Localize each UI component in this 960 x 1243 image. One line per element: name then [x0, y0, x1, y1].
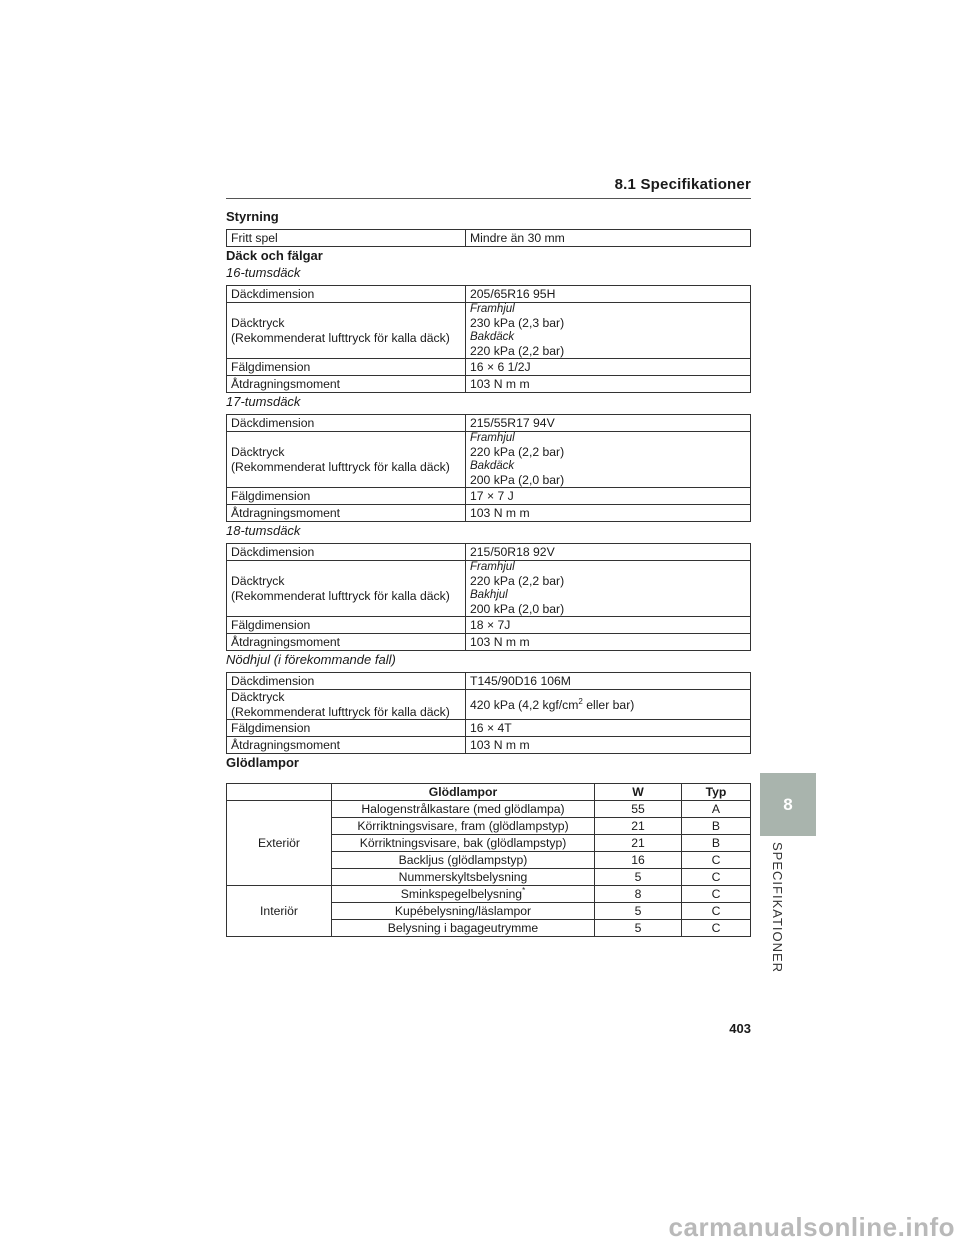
pressure-label-line1: Däcktryck	[231, 445, 285, 459]
table-row	[227, 303, 751, 359]
table-row	[227, 561, 751, 617]
rim-size-value: 16 × 6 1/2J	[466, 359, 751, 376]
bulbs-heading: Glödlampor	[226, 755, 299, 770]
bulb-watt: 55	[595, 801, 682, 818]
torque-value: 103 N m m	[466, 737, 751, 754]
front-pressure-value: 230 kPa (2,3 bar)	[470, 316, 565, 330]
torque-value: 103 N m m	[466, 505, 751, 522]
table-row	[227, 737, 751, 754]
header-rule	[226, 198, 751, 199]
spare-table	[226, 672, 751, 754]
tire-size-value: 215/50R18 92V	[466, 544, 751, 561]
table-row	[227, 634, 751, 651]
rim-size-label: Fälgdimension	[227, 720, 466, 737]
tire-size-value: T145/90D16 106M	[466, 673, 751, 690]
page-number: 403	[729, 1021, 751, 1036]
pressure-label-line1: Däcktryck	[231, 574, 285, 588]
bulb-type: B	[682, 835, 751, 852]
pressure-label-line2: (Rekommenderat lufttryck för kalla däck)	[231, 704, 450, 719]
rim-size-value: 18 × 7J	[466, 617, 751, 634]
tire-pressure-label	[227, 432, 466, 488]
tire-size-label: Däckdimension	[227, 286, 466, 303]
bulb-name: Körriktningsvisare, fram (glödlampstyp)	[332, 818, 595, 835]
table-row	[227, 673, 751, 690]
tire-pressure-value	[466, 690, 751, 720]
bulb-name: Nummerskyltsbelysning	[332, 869, 595, 886]
rear-wheel-label: Bakdäck	[470, 330, 515, 343]
table-row	[227, 286, 751, 303]
steering-free-play-label: Fritt spel	[227, 230, 466, 247]
tire-size-label: Däckdimension	[227, 415, 466, 432]
pressure-label-line2: (Rekommenderat lufttryck för kalla däck)	[231, 459, 450, 474]
table-row	[227, 617, 751, 634]
spare-heading: Nödhjul (i förekommande fall)	[226, 652, 396, 667]
bulb-name: Belysning i bagageutrymme	[332, 920, 595, 937]
rear-wheel-label: Bakhjul	[470, 588, 508, 601]
footnote-marker: *	[522, 885, 526, 895]
table-row	[227, 432, 751, 488]
bulb-type: C	[682, 920, 751, 937]
torque-label: Åtdragningsmoment	[227, 505, 466, 522]
watermark: carmanualsonline.info	[668, 1212, 955, 1242]
pressure-label-line1: Däcktryck	[231, 690, 285, 704]
front-pressure-value: 220 kPa (2,2 bar)	[470, 445, 565, 459]
table-row	[227, 720, 751, 737]
pressure-label-line2: (Rekommenderat lufttryck för kalla däck)	[231, 588, 450, 603]
page-header: 8.1 Specifikationer	[614, 176, 751, 193]
torque-label: Åtdragningsmoment	[227, 737, 466, 754]
table-row	[227, 415, 751, 432]
rim-size-label: Fälgdimension	[227, 617, 466, 634]
chapter-side-label: SPECIFIKATIONER	[770, 842, 785, 974]
bulb-watt: 8	[595, 886, 682, 903]
tire-pressure-label	[227, 561, 466, 617]
page-content	[226, 208, 751, 937]
front-pressure-value: 220 kPa (2,2 bar)	[470, 574, 565, 588]
tire-pressure-value	[466, 432, 751, 488]
torque-value: 103 N m m	[466, 376, 751, 393]
tire-pressure-label	[227, 303, 466, 359]
rear-wheel-label: Bakdäck	[470, 459, 515, 472]
spare-pressure-part1: 420 kPa (4,2 kgf/cm	[470, 697, 579, 712]
tires-18-heading: 18-tumsdäck	[226, 523, 301, 538]
table-row	[227, 505, 751, 522]
rear-pressure-value: 200 kPa (2,0 bar)	[470, 472, 565, 487]
tire-pressure-value	[466, 303, 751, 359]
front-wheel-label: Framhjul	[470, 561, 515, 573]
rear-pressure-value: 200 kPa (2,0 bar)	[470, 601, 565, 616]
torque-label: Åtdragningsmoment	[227, 634, 466, 651]
table-row	[227, 359, 751, 376]
steering-table	[226, 229, 751, 247]
tires-17-table	[226, 414, 751, 522]
bulb-name	[332, 886, 595, 903]
tires-heading: Däck och fälgar	[226, 248, 323, 263]
table-row	[227, 230, 751, 247]
rim-size-label: Fälgdimension	[227, 359, 466, 376]
tires-18-table	[226, 543, 751, 651]
tires-16-table	[226, 285, 751, 393]
bulb-watt: 5	[595, 903, 682, 920]
torque-label: Åtdragningsmoment	[227, 376, 466, 393]
bulb-name-text: Sminkspegelbelysning	[400, 887, 523, 901]
bulb-watt: 16	[595, 852, 682, 869]
bulb-watt: 21	[595, 818, 682, 835]
table-row	[227, 376, 751, 393]
front-wheel-label: Framhjul	[470, 303, 515, 315]
table-row	[227, 544, 751, 561]
header-bulb: Glödlampor	[332, 784, 595, 801]
bulb-watt: 21	[595, 835, 682, 852]
bulb-type: C	[682, 886, 751, 903]
torque-value: 103 N m m	[466, 634, 751, 651]
rim-size-value: 16 × 4T	[466, 720, 751, 737]
table-row	[227, 886, 751, 903]
tire-size-value: 215/55R17 94V	[466, 415, 751, 432]
tires-17-heading: 17-tumsdäck	[226, 394, 301, 409]
rear-pressure-value: 220 kPa (2,2 bar)	[470, 343, 565, 358]
steering-free-play-value: Mindre än 30 mm	[466, 230, 751, 247]
bulb-type: C	[682, 903, 751, 920]
bulb-watt: 5	[595, 869, 682, 886]
header-type: Typ	[682, 784, 751, 801]
spare-pressure-sup: 2	[578, 696, 583, 706]
tire-size-label: Däckdimension	[227, 673, 466, 690]
tire-size-value: 205/65R16 95H	[466, 286, 751, 303]
table-row	[227, 801, 751, 818]
bulb-name: Halogenstrålkastare (med glödlampa)	[332, 801, 595, 818]
header-watt: W	[595, 784, 682, 801]
pressure-label-line2: (Rekommenderat lufttryck för kalla däck)	[231, 330, 450, 345]
chapter-tab	[760, 773, 816, 836]
tire-pressure-label	[227, 690, 466, 720]
bulbs-table	[226, 783, 751, 937]
steering-heading: Styrning	[226, 209, 279, 224]
chapter-number: 8	[783, 794, 793, 814]
bulb-name: Körriktningsvisare, bak (glödlampstyp)	[332, 835, 595, 852]
exterior-group-label: Exteriör	[227, 801, 332, 886]
front-wheel-label: Framhjul	[470, 432, 515, 444]
tires-16-heading: 16-tumsdäck	[226, 265, 301, 280]
bulb-type: A	[682, 801, 751, 818]
spare-pressure-part2: eller bar)	[582, 697, 635, 712]
table-row	[227, 690, 751, 720]
tire-size-label: Däckdimension	[227, 544, 466, 561]
bulb-name: Kupébelysning/läslampor	[332, 903, 595, 920]
bulb-type: C	[682, 852, 751, 869]
bulb-type: B	[682, 818, 751, 835]
table-header-row	[227, 784, 751, 801]
pressure-label-line1: Däcktryck	[231, 316, 285, 330]
bulb-watt: 5	[595, 920, 682, 937]
table-row	[227, 488, 751, 505]
bulb-name: Backljus (glödlampstyp)	[332, 852, 595, 869]
rim-size-label: Fälgdimension	[227, 488, 466, 505]
interior-group-label: Interiör	[227, 886, 332, 937]
header-empty	[227, 784, 332, 801]
bulb-type: C	[682, 869, 751, 886]
tire-pressure-value	[466, 561, 751, 617]
rim-size-value: 17 × 7 J	[466, 488, 751, 505]
